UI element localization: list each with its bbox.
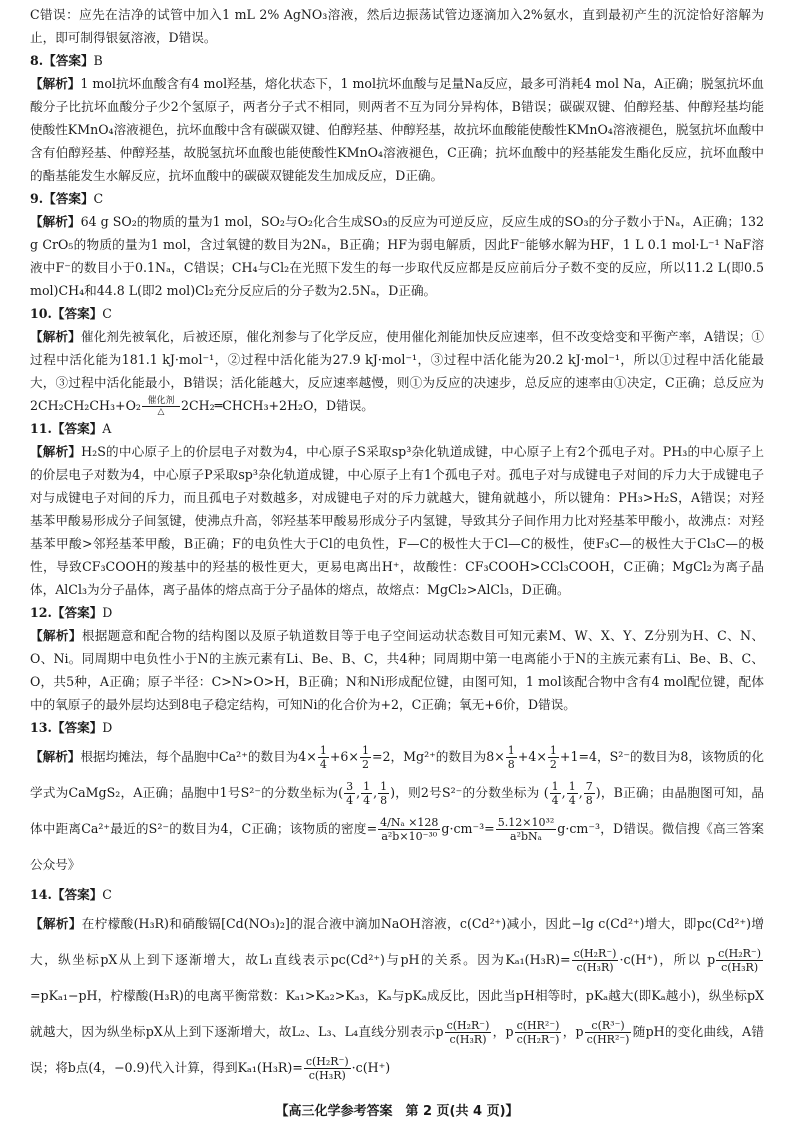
fraction-1-4c (550, 780, 561, 807)
q10-number: 10. (30, 306, 52, 321)
paragraph-c-error: C错误：应先在洁净的试管中加入1 mL 2% AgNO₃溶液，然后边振荡试管边逐滴加入2%氨水，直到最初产生的沉淀恰好溶解为止，即可制得银氨溶液，D错误。 (30, 7, 764, 45)
fraction-numerator: 1 (363, 780, 371, 793)
q13-text-e: +1=4，S²⁻的数目为 (559, 749, 681, 764)
q8-analysis-label: 【解析】 (30, 76, 81, 91)
fraction-denominator: c(H₃R) (308, 1069, 346, 1082)
fraction-numerator: c(R³⁻) (585, 1019, 632, 1033)
q14-answer: C (102, 887, 112, 902)
q14-text-i: 随pH的变化曲线，A错误；将b点(4，−0.9)代入计算，得到Kₐ₁(H₃R)= (30, 1024, 765, 1075)
fraction-numerator: 1 (551, 780, 559, 793)
q11-analysis-label: 【解析】 (30, 444, 82, 459)
q13-text-h: )，B正确；由晶胞图可知，晶体中距离Ca²⁺最近的S²⁻的数目为4，C正确；该物质的密度= (30, 785, 765, 836)
q14-answer-line (30, 883, 764, 906)
fraction-hr-h2r (515, 1019, 562, 1046)
q12-analysis-text: 根据题意和配合物的结构图以及原子轨道数目等于电子空间运动状态数目可知元素M、W、X、Y、Z分别为H、C、N、O、Ni。同周期中电负性小于N的主族元素有Li、Be、B、C，共4种；同周期中第一电离能小于N的主族元素有Li、Be、B、C、O，共5种，A正确；原子半径：C>N>O>H，B正确；N和Ni形成配位键，由图可知，1 mol该配合物中含有4 mol配位键，配体中的氧原子的最外层均达到8电子稳定结构，可知Ni的化合价为+2，C正确；氧无+6价，D错误。 (30, 628, 765, 712)
fraction-1-8b (378, 780, 389, 807)
q14-text-f: ， (492, 1024, 506, 1039)
q13-answer-label: 【答案】 (51, 720, 103, 735)
q10-analysis-text: 催化剂先被氧化，后被还原，催化剂参与了化学反应，使用催化剂能加快反应速率，但不改变焓变和平衡产率，A错误；①过程中活化能为181.1 kJ·mol⁻¹，②过程中活化能为27.9 kJ·mol⁻¹，③过程中活化能为20.2 kJ·mol⁻¹，所以①过程中活化能最大，③过程中活化能最小，B错误；活化能越大，反应速率越慢，则①为反应的决速步，总反应的速率由①决定，C正确；总反应为2CH₂CH₂CH₃+O₂ (30, 329, 764, 413)
q12-analysis-label: 【解析】 (30, 628, 82, 643)
q10-equation-tail: 2CH₂═CHCH₃+2H₂O，D错误。 (180, 398, 374, 413)
fraction-numerator: 1 (507, 744, 515, 757)
q12-answer-line (30, 601, 764, 624)
q11-analysis (30, 440, 764, 601)
q13-text-c: =2，Mg²⁺的数目为8× (371, 749, 505, 764)
fraction-numerator: 1 (568, 780, 576, 793)
q12-analysis (30, 624, 764, 716)
fraction-numerator: 7 (585, 780, 593, 793)
q12-number: 12. (30, 605, 52, 620)
q13-text-a: 根据均摊法，每个晶胞中Ca²⁺的数目为4× (80, 749, 317, 764)
fraction-denominator: 4 (346, 794, 354, 807)
fraction-denominator: 2 (361, 758, 369, 771)
fraction-denominator: 8 (507, 758, 515, 771)
q14-number: 14. (30, 887, 52, 902)
q13-number: 13. (30, 720, 52, 735)
q14-answer-label: 【答案】 (51, 887, 103, 902)
fraction-h2r-h3r-c (445, 1019, 492, 1046)
q10-answer: C (102, 306, 112, 321)
fraction-h2r-h3r (572, 947, 619, 974)
fraction-denominator: c(H₃R) (576, 961, 614, 974)
q11-number: 11. (30, 421, 52, 436)
q8-answer-line (30, 49, 764, 72)
q14-text-b: ·c(H⁺)， (619, 952, 674, 967)
q8-number: 8. (30, 53, 44, 68)
fraction-denominator: 4 (551, 794, 559, 807)
fraction-numerator: c(HR²⁻) (516, 1019, 560, 1032)
q13-text-d: +4× (517, 749, 547, 764)
q10-analysis-label: 【解析】 (30, 329, 81, 344)
q10-catalyst-label: 催化剂 (142, 396, 180, 407)
q8-answer-label: 【答案】 (43, 53, 94, 68)
fraction-numerator: 1 (361, 744, 369, 757)
q13-answer: D (102, 720, 113, 735)
q12-answer: D (102, 605, 113, 620)
density-denominator: a²b×10⁻³⁰ (381, 830, 438, 843)
fraction-denominator: 4 (568, 794, 576, 807)
density-result-denominator: a²bNₐ (510, 830, 542, 843)
q9-answer-label: 【答案】 (43, 191, 94, 206)
q9-number: 9. (30, 191, 44, 206)
fraction-h2r-h3r-d (304, 1055, 351, 1082)
fraction-numerator: c(H₂R⁻) (718, 947, 762, 960)
fraction-1-8 (506, 744, 517, 771)
q13-text-g: )，则2号S²⁻的分数坐标为 (390, 785, 540, 800)
q13-text-f: 8，该物质的化学式为CaMgS₂，A正确；晶胞中1号S²⁻的分数坐标为( (30, 749, 765, 800)
q13-analysis: 【解析】根据均摊法，每个晶胞中Ca²⁺的数目为4× $\frac{1}{4}$ +6× $\frac{1}{2}$ =2，Mg²⁺的数目为8× $\frac{1}{8}$ +4× $\frac{1}{2}$ +1=4，S²⁻的数目为8，该物质的化学式为CaMgS₂，A正确；晶胞中1号S²⁻的分数坐标为( $\frac{3}{4}$ , $\frac{1}{4}$ , $\frac{1}{8}$ )，则2号S²⁻的分数坐标为 ( $\frac{1}{4}$ , $\frac{1}{4}$ , $\frac{7}{8}$ )，B正确；由晶胞图可知，晶体中距离Ca²⁺最近的S²⁻的数目为4，C正确；该物质的密度= $\frac{\text{4/Nₐ ×128}}{\text{a²b×10⁻³⁰}}$ g·cm⁻³= $\frac{\text{5.12×10³²}}{\text{a²bNₐ}}$ g·cm⁻³，D错误。微信搜《高三答案公众号》 (30, 744, 765, 872)
q10-catalyst-arrow (142, 396, 180, 417)
q14-analysis-label: 【解析】 (30, 916, 82, 931)
fraction-numerator: 1 (319, 744, 327, 757)
q14-analysis (30, 906, 764, 1086)
fraction-3-4 (344, 780, 355, 807)
q9-analysis-label: 【解析】 (30, 214, 81, 229)
q14-text-d: =pKₐ₁−pH，柠檬酸(H₃R)的电离平衡常数：Kₐ₁>Kₐ₂>Kₐ₃，Kₐ与pKₐ成反比，因此当pH相等时， (30, 988, 586, 1003)
q11-answer: A (102, 421, 112, 436)
q14-text-e: pKₐ越大(即Kₐ越小)，纵坐标pX就越大，因为纵坐标pX从上到下逐渐增大，故L₂、L₃、L₄直线分别表示p (30, 988, 764, 1039)
q8-analysis-text: 1 mol抗坏血酸含有4 mol羟基，熔化状态下，1 mol抗坏血酸与足量Na反应，最多可消耗4 mol Na，A正确；脱氢抗坏血酸分子比抗坏血酸分子少2个氢原子，两者分子式不相同，则两者不互为同分异构体，B错误；碳碳双键、伯醇羟基、仲醇羟基均能使酸性KMnO₄溶液褪色，抗坏血酸中含有碳碳双键、伯醇羟基、仲醇羟基，故抗坏血酸能使酸性KMnO₄溶液褪色，脱氢抗坏血酸中含有伯醇羟基、仲醇羟基，故脱氢抗坏血酸也能使酸性KMnO₄溶液褪色，C正确；抗坏血酸中的羟基能发生酯化反应，抗坏血酸中的酯基能发生水解反应，抗坏血酸中的碳碳双键能发生加成反应，D正确。 (30, 76, 764, 183)
fraction-denominator: c(H₃R) (721, 961, 759, 974)
density-result-numerator: 5.12×10³² (497, 816, 555, 829)
density-numerator: 4/Nₐ ×128 (380, 816, 439, 829)
q9-analysis (30, 210, 764, 302)
fraction-1-2 (360, 744, 371, 771)
q10-answer-label: 【答案】 (51, 306, 103, 321)
fraction-7-8 (584, 780, 595, 807)
page-footer: 【高三化学参考答案 第 2 页(共 4 页)】 (275, 1104, 519, 1119)
q10-answer-line (30, 302, 764, 325)
fraction-denominator: 4 (319, 758, 327, 771)
fraction-numerator: c(H₂R⁻) (446, 1019, 490, 1032)
fraction-1-2b (548, 744, 559, 771)
q12-answer-label: 【答案】 (51, 605, 103, 620)
q13-analysis-label: 【解析】 (30, 749, 81, 764)
fraction-r-hr (585, 1019, 632, 1046)
fraction-1-4b (361, 780, 372, 807)
fraction-h2r-h3r-b (716, 947, 763, 974)
q10-analysis (30, 325, 764, 417)
fraction-denominator: 8 (585, 794, 593, 807)
q11-analysis-text: H₂S的中心原子上的价层电子对数为4，中心原子S采取sp³杂化轨道成键，中心原子上有2个孤电子对。PH₃的中心原子上的价层电子对数为4，中心原子P采取sp³杂化轨道成键，中心原子上有1个孤电子对。孤电子对与成键电子对间的斥力大于成键电子对与成键电子对间的斥力，而且孤电子对数越多，对成键电子对的斥力就越大，键角就越小，所以键角：PH₃>H₂S，A错误；对羟基苯甲酸易形成分子间氢键，使沸点升高，邻羟基苯甲酸易形成分子内氢键，导致其分子间作用力比对羟基苯甲酸小，故沸点：对羟基苯甲酸>邻羟基苯甲酸，B正确；F的电负性大于Cl的电负性，F—C的极性大于Cl—C的极性，使F₃C—的极性大于Cl₃C—的极性，导致CF₃COOH的羧基中的羟基的极性更大，更易电离出H⁺，故酸性：CF₃COOH>CCl₃COOH，C正确；MgCl₂为离子晶体，AlCl₃为分子晶体，离子晶体的熔点高于分子晶体的熔点，故熔点：MgCl₂>AlCl₃，D正确。 (30, 444, 765, 597)
q14-text-c: 所以 p (673, 952, 716, 967)
q9-analysis-text: 64 g SO₂的物质的量为1 mol，SO₂与O₂化合生成SO₃的反应为可逆反应，反应生成的SO₃的分子数小于Nₐ，A正确；132 g CrO₅的物质的量为1 mol，含过氧键的数目为2Nₐ，B正确；HF为弱电解质，因此F⁻能够水解为HF，1 L 0.1 mol·L⁻¹ NaF溶液中F⁻的数目小于0.1Nₐ，C错误；CH₄与Cl₂在光照下发生的每一步取代反应都是反应前后分子数不变的反应，所以11.2 L(即0.5 mol)CH₄和44.8 L(即2 mol)Cl₂充分反应后的分子数为2.5Nₐ，D正确。 (30, 214, 765, 298)
q13-text-i: g·cm⁻³= (441, 821, 495, 836)
q9-answer: C (93, 191, 104, 206)
q9-answer-line (30, 187, 764, 210)
fraction-denominator: 2 (549, 758, 557, 771)
fraction-1-4d (567, 780, 578, 807)
q14-text-g: p (505, 1024, 514, 1039)
fraction-denominator: c(H₂R⁻) (516, 1033, 560, 1046)
fraction-1-4 (318, 744, 329, 771)
q14-text-h: ，p (562, 1024, 584, 1039)
q8-answer: B (93, 53, 103, 68)
density-fraction (378, 816, 440, 843)
fraction-numerator: 3 (346, 780, 354, 793)
q11-answer-label: 【答案】 (51, 421, 103, 436)
fraction-denominator: c(H₃R) (449, 1033, 487, 1046)
q13-answer-line (30, 716, 764, 739)
fraction-numerator: c(H₂R⁻) (573, 947, 617, 960)
q11-answer-line (30, 417, 764, 440)
q8-analysis (30, 72, 764, 187)
q14-text-a: 在柠檬酸(H₃R)和硝酸镉[Cd(NO₃)₂]的混合液中滴加NaOH溶液，c(Cd²⁺)减小，因此−lg c(Cd²⁺)增大，即pc(Cd²⁺)增大，纵坐标pX从上到下逐渐增大，故L₁直线表示pc(Cd²⁺)与pH的关系。因为Kₐ₁(H₃R)= (30, 916, 764, 967)
fraction-numerator: c(H₂R⁻) (305, 1055, 349, 1068)
q13-text-j: g·cm⁻³，D错误。微信搜《高三答案公众号》 (30, 821, 764, 872)
q13-text-b: +6× (329, 749, 359, 764)
fraction-denominator: c(HR²⁻) (586, 1033, 630, 1046)
fraction-numerator: 1 (549, 744, 557, 757)
density-fraction-result (496, 816, 557, 843)
q10-heat-label: △ (157, 407, 165, 417)
q14-text-j: ·c(H⁺) (351, 1060, 391, 1075)
fraction-denominator: 8 (380, 794, 388, 807)
fraction-numerator: 1 (380, 780, 388, 793)
fraction-denominator: 4 (363, 794, 371, 807)
